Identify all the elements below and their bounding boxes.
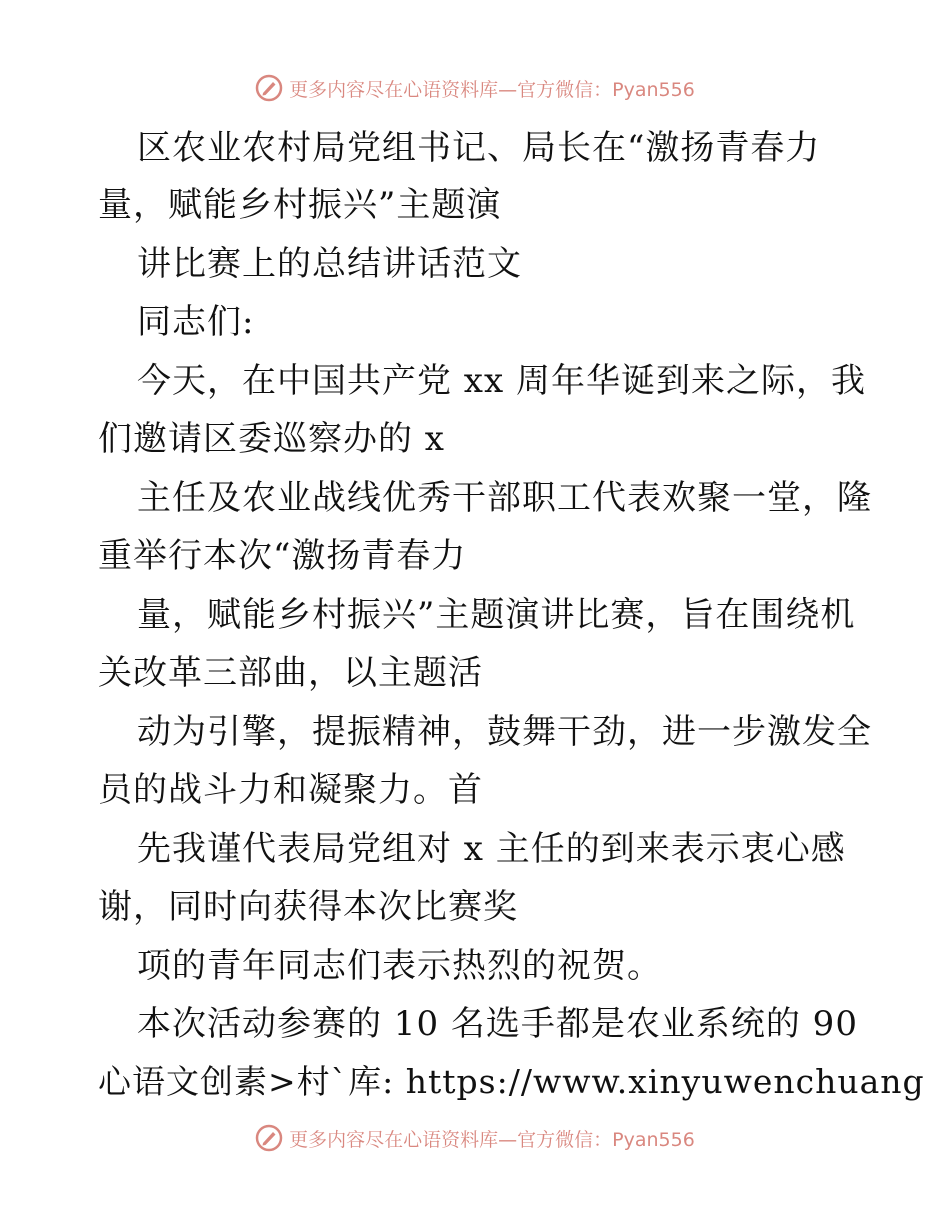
paragraph-line: 动为引擎，提振精神，鼓舞干劲，进一步激发全 bbox=[137, 712, 872, 752]
paragraph-line: 项的青年同志们表示热烈的祝贺。 bbox=[137, 946, 662, 986]
paragraph-line: 们邀请区委巡察办的 x bbox=[98, 419, 445, 459]
paragraph-line: 本次活动参赛的 10 名选手都是农业系统的 90 bbox=[137, 1004, 858, 1044]
paragraph-line: 员的战斗力和凝聚力。首 bbox=[98, 770, 483, 810]
title-line-1: 区农业农村局党组书记、局长在“激扬青春力 bbox=[137, 128, 821, 168]
paragraph-line: 主任及农业战线优秀干部职工代表欢聚一堂，隆 bbox=[137, 478, 872, 518]
paragraph-line: 今天，在中国共产党 xx 周年华诞到来之际，我 bbox=[137, 361, 866, 401]
watermark-text: 更多内容尽在心语资料库—官方微信：Pyan556 bbox=[289, 78, 695, 101]
paragraph-line: 谢，同时向获得本次比赛奖 bbox=[98, 887, 518, 927]
paragraph-line: 先我谨代表局党组对 x 主任的到来表示衷心感 bbox=[137, 829, 846, 869]
paragraph-line: 关改革三部曲，以主题活 bbox=[98, 653, 483, 693]
paragraph-line: 重举行本次“激扬青春力 bbox=[98, 536, 467, 576]
salutation: 同志们: bbox=[137, 302, 255, 342]
pen-circle-icon bbox=[255, 1124, 283, 1152]
footer-watermark bbox=[0, 1124, 950, 1152]
title-line-3: 讲比赛上的总结讲话范文 bbox=[137, 244, 522, 284]
pen-circle-icon bbox=[255, 74, 283, 102]
title-line-2: 量，赋能乡村振兴”主题演 bbox=[98, 185, 502, 225]
header-watermark bbox=[0, 74, 950, 102]
source-line: 心语文创素>村`库: https://www.xinyuwenchuang bbox=[98, 1062, 925, 1101]
paragraph-line: 量，赋能乡村振兴”主题演讲比赛，旨在围绕机 bbox=[137, 595, 856, 635]
watermark-text: 更多内容尽在心语资料库—官方微信：Pyan556 bbox=[289, 1128, 695, 1151]
